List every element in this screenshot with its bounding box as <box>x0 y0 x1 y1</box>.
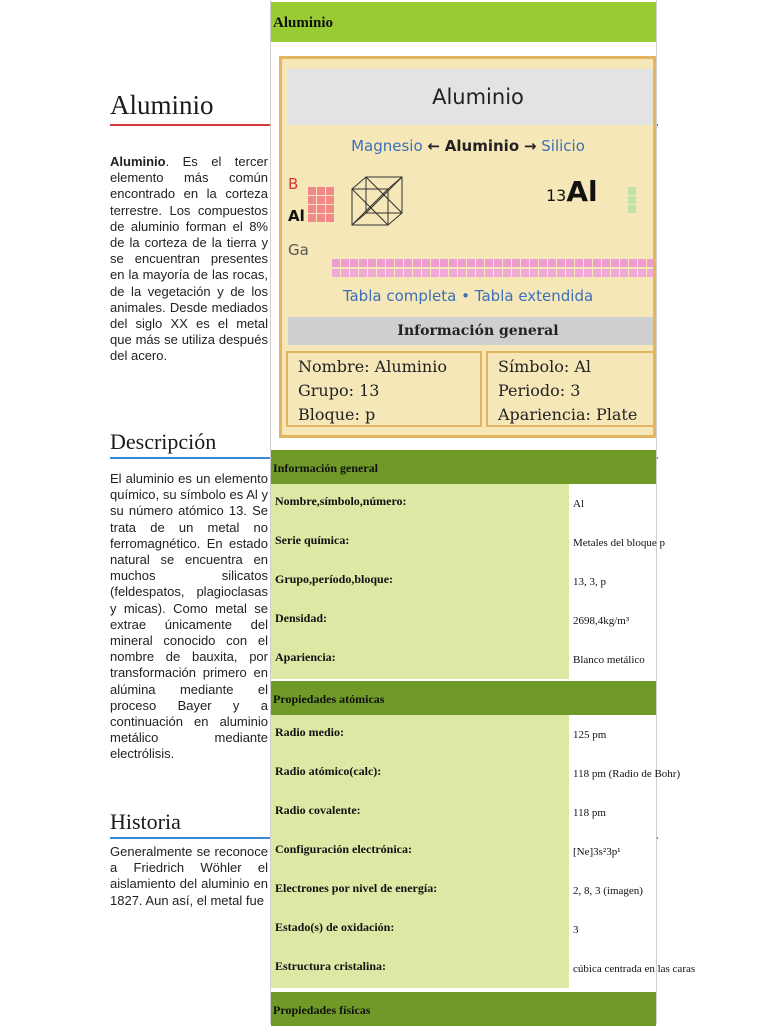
table-cell <box>413 259 421 267</box>
table-row <box>271 910 656 949</box>
nav-arrow-right: → <box>523 137 537 155</box>
table-cell <box>503 269 511 277</box>
table-cell <box>628 196 636 204</box>
table-cell <box>485 269 493 277</box>
table-row <box>271 715 656 754</box>
table-cell <box>368 259 376 267</box>
row-value: cúbica centrada en las caras <box>569 949 656 988</box>
section-general: Información general <box>271 450 656 484</box>
table-cell <box>548 269 556 277</box>
info-appearance: Apariencia: Plate <box>498 405 638 424</box>
table-cell <box>467 259 475 267</box>
table-cell <box>476 269 484 277</box>
table-cell <box>620 259 628 267</box>
table-cell <box>647 269 655 277</box>
row-value: 3 <box>569 910 656 949</box>
table-cell <box>458 269 466 277</box>
table-cell <box>317 205 325 213</box>
table-cell <box>440 259 448 267</box>
table-cell <box>326 205 334 213</box>
table-cell <box>494 269 502 277</box>
table-cell <box>584 259 592 267</box>
table-cell <box>404 259 412 267</box>
row-label: Radio covalente: <box>271 793 569 832</box>
table-cell <box>620 269 628 277</box>
table-cell <box>530 259 538 267</box>
intro-text: . Es el tercer elemento más común encontrado en la corteza terrestre. Los compuestos de aluminio forman el 8% de la corteza de la tierra y se encuentran presentes en la mayoría de las rocas, de la vegetación y de los animales. Desde mediados del siglo XX es el metal que más se utiliza después del acero. <box>110 154 268 364</box>
table-cell <box>521 259 529 267</box>
info-block: Bloque: p <box>298 405 376 424</box>
table-row <box>271 754 681 793</box>
row-value: Blanco metálico <box>569 640 656 679</box>
table-cell <box>566 269 574 277</box>
table-cell <box>395 269 403 277</box>
table-cell <box>611 269 619 277</box>
table-cell <box>326 187 334 195</box>
table-cell <box>458 259 466 267</box>
element-symbol: Al <box>566 175 598 208</box>
table-row <box>271 832 656 871</box>
table-cell <box>629 269 637 277</box>
aluminium-side-symbol: Al <box>288 207 305 225</box>
table-row <box>271 871 656 910</box>
table-cell <box>377 259 385 267</box>
row-label: Estado(s) de oxidación: <box>271 910 569 949</box>
table-row <box>271 601 656 640</box>
description-paragraph: El aluminio es un elemento químico, su símbolo es Al y su número atómico 13. Se trata de un metal no ferromagnético. En estado natural se encuentra en muchos silicatos (feldespatos, plagioclasas y micas). Como metal se extrae únicamente del mineral conocido con el nombre de bauxita, por transformación primero en alúmina mediante el proceso Bayer y a continuación en aluminio metálico mediante electrólisis. <box>110 471 268 762</box>
row-value: 125 pm <box>569 715 656 754</box>
table-cell <box>575 269 583 277</box>
row-value: 118 pm (Radio de Bohr) <box>569 754 656 793</box>
table-cell <box>395 259 403 267</box>
history-paragraph: Generalmente se reconoce a Friedrich Wöhler el aislamiento del aluminio en 1827. Aun así, el metal fue <box>110 844 268 908</box>
element-navigation <box>288 137 648 155</box>
boron-symbol: B <box>288 175 299 193</box>
table-cell <box>584 269 592 277</box>
table-cell <box>386 259 394 267</box>
table-row <box>271 484 656 523</box>
table-cell <box>512 259 520 267</box>
row-value: [Ne]3s²3p¹ <box>569 832 656 871</box>
description-heading: Descripción <box>110 428 658 459</box>
row-label: Serie química: <box>271 523 569 562</box>
table-cell <box>332 259 340 267</box>
table-cell <box>602 269 610 277</box>
table-cell <box>593 269 601 277</box>
table-cell <box>431 269 439 277</box>
table-cell <box>638 259 646 267</box>
element-symbol-large <box>546 175 598 208</box>
row-label: Radio medio: <box>271 715 569 754</box>
table-cell <box>368 269 376 277</box>
row-value: 2, 8, 3 (imagen) <box>569 871 656 910</box>
info-period: Periodo: 3 <box>498 381 581 400</box>
table-cell <box>557 269 565 277</box>
periodic-table-image <box>279 56 656 438</box>
table-cell <box>377 269 385 277</box>
next-element-link[interactable]: Silicio <box>541 137 585 155</box>
section-physical: Propiedades físicas <box>271 992 656 1026</box>
image-info-right <box>486 351 656 427</box>
row-label: Densidad: <box>271 601 569 640</box>
table-cell <box>647 259 655 267</box>
table-cell <box>449 259 457 267</box>
table-cell <box>638 269 646 277</box>
table-cell <box>326 214 334 222</box>
table-cell <box>503 259 511 267</box>
full-table-link[interactable]: Tabla completa <box>342 287 457 305</box>
gallium-symbol: Ga <box>288 241 309 259</box>
table-row <box>271 640 656 679</box>
row-value: 118 pm <box>569 793 656 832</box>
table-cell <box>332 269 340 277</box>
nav-arrow-left: ← <box>427 137 441 155</box>
table-cell <box>566 259 574 267</box>
link-separator: • <box>461 287 471 305</box>
table-cell <box>512 269 520 277</box>
extended-table-link[interactable]: Tabla extendida <box>474 287 594 305</box>
element-infobox <box>270 0 696 1024</box>
table-cell <box>308 214 316 222</box>
table-cell <box>341 259 349 267</box>
table-cell <box>308 196 316 204</box>
infobox-header: Aluminio <box>271 2 656 42</box>
table-cell <box>308 205 316 213</box>
row-label: Radio atómico(calc): <box>271 754 569 793</box>
info-group: Grupo: 13 <box>298 381 380 400</box>
crystal-structure-icon <box>346 171 410 235</box>
table-cell <box>308 187 316 195</box>
table-cell <box>521 269 529 277</box>
row-label: Apariencia: <box>271 640 569 679</box>
image-section-title: Información general <box>288 317 656 345</box>
table-cell <box>359 269 367 277</box>
row-value: Metales del bloque p <box>569 523 656 562</box>
table-cell <box>530 269 538 277</box>
row-value: 13, 3, p <box>569 562 656 601</box>
table-cell <box>628 187 636 195</box>
row-label: Grupo,período,bloque: <box>271 562 569 601</box>
table-cell <box>326 196 334 204</box>
table-cell <box>575 259 583 267</box>
row-value: 2698,4kg/m³ <box>569 601 656 640</box>
table-cell <box>404 269 412 277</box>
table-links <box>288 287 648 305</box>
table-cell <box>628 205 636 213</box>
table-cell <box>494 259 502 267</box>
table-cell <box>413 269 421 277</box>
table-cell <box>548 259 556 267</box>
prev-element-link[interactable]: Magnesio <box>351 137 423 155</box>
row-value: Al <box>569 484 656 523</box>
info-name: Nombre: Aluminio <box>298 357 447 376</box>
table-cell <box>449 269 457 277</box>
section-atomic: Propiedades atómicas <box>271 681 656 715</box>
table-cell <box>350 259 358 267</box>
table-cell <box>611 259 619 267</box>
table-cell <box>467 269 475 277</box>
table-cell <box>350 269 358 277</box>
table-row <box>271 949 696 988</box>
article-title: Aluminio <box>110 88 658 126</box>
table-cell <box>431 259 439 267</box>
row-label: Configuración electrónica: <box>271 832 569 871</box>
table-cell <box>341 269 349 277</box>
table-cell <box>317 214 325 222</box>
table-row <box>271 523 665 562</box>
info-symbol: Símbolo: Al <box>498 357 592 376</box>
table-cell <box>557 259 565 267</box>
table-row <box>271 793 656 832</box>
image-info-left <box>286 351 482 427</box>
table-cell <box>422 269 430 277</box>
table-cell <box>629 259 637 267</box>
intro-paragraph <box>110 154 268 365</box>
table-cell <box>317 187 325 195</box>
table-cell <box>539 259 547 267</box>
table-cell <box>386 269 394 277</box>
table-cell <box>539 269 547 277</box>
table-cell <box>485 259 493 267</box>
intro-bold-term: Aluminio <box>110 154 166 169</box>
table-cell <box>602 259 610 267</box>
current-element: Aluminio <box>444 137 520 155</box>
row-label: Electrones por nivel de energía: <box>271 871 569 910</box>
table-cell <box>440 269 448 277</box>
row-label: Nombre,símbolo,número: <box>271 484 569 523</box>
table-cell <box>476 259 484 267</box>
atomic-number: 13 <box>546 186 567 205</box>
image-title: Aluminio <box>288 69 656 125</box>
table-cell <box>317 196 325 204</box>
table-cell <box>422 259 430 267</box>
row-label: Estructura cristalina: <box>271 949 569 988</box>
table-cell <box>359 259 367 267</box>
history-heading: Historia <box>110 808 658 839</box>
table-row <box>271 562 656 601</box>
table-cell <box>593 259 601 267</box>
